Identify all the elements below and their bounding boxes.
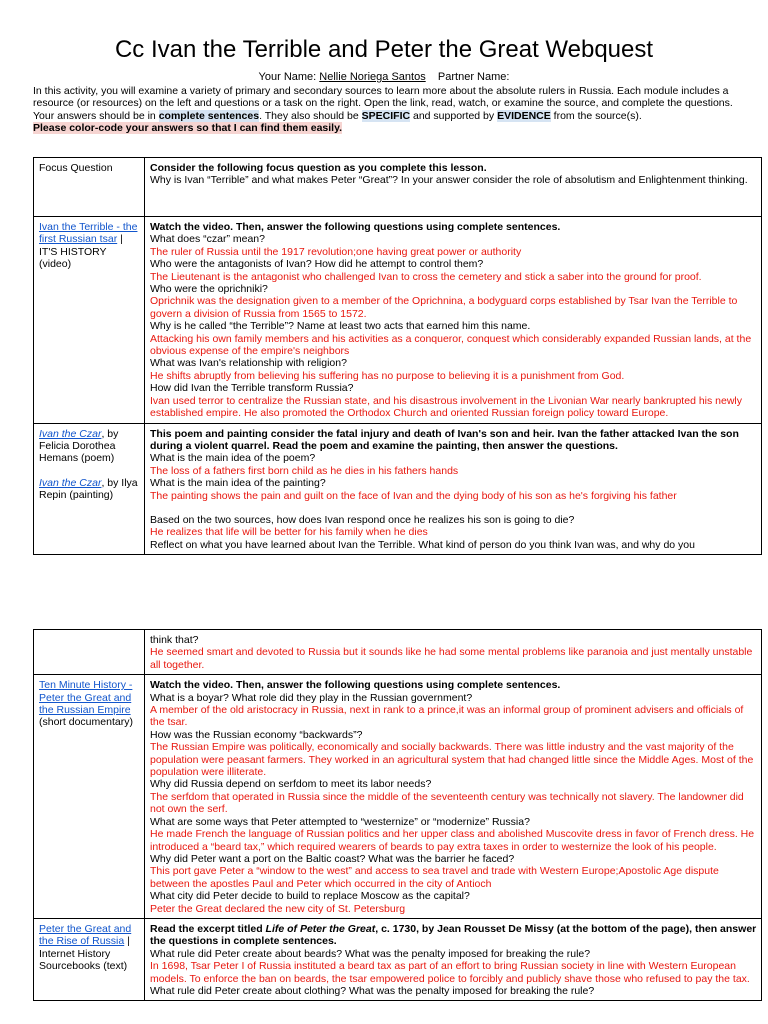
task-cell (145, 423, 762, 555)
answer[interactable]: In 1698, Tsar Peter I of Russia instituted a beard tax as part of an effort to bring Russian society in line with Western European models. To enforce the ban on beards, the tsar empowered police to forcibly and publicly shave those who refused to pay the tax. (150, 960, 750, 985)
question: What was Ivan's relationship with religion? (150, 357, 347, 370)
table-row (34, 217, 762, 424)
ivan-painting-link[interactable]: Ivan the Czar (39, 476, 102, 489)
link-separator: | (117, 233, 123, 246)
answer[interactable]: He made French the language of Russian politics and her upper class and abolished Muscovite dress in favor of French dress. He introduced a “beard tax,” which required wearers of beards to pay extra taxes in order to westernize the look of his people. (150, 828, 755, 853)
question: What city did Peter decide to build to replace Moscow as the capital? (150, 890, 470, 903)
question: Why is he called “the Terrible”? Name at least two acts that earned him this name. (150, 320, 531, 333)
heading-book-title: Life of Peter the Great (265, 922, 376, 935)
question: How was the Russian economy “backwards”? (150, 728, 363, 741)
answer[interactable]: Ivan used terror to centralize the Russian state, and his disastrous involvement in the Livonian War nearly bankrupted his newly established empire. He also promoted the Orthodox Church and oriented Russian foreign policy toward Europe. (150, 394, 743, 420)
question: Reflect on what you have learned about Ivan the Terrible. What kind of person do you think Ivan was, and why do you (150, 538, 695, 551)
page-title: Cc Ivan the Terrible and Peter the Great Webquest (114, 36, 654, 63)
task-cell (145, 675, 762, 919)
question: What does “czar” mean? (150, 233, 265, 246)
answer[interactable]: The Russian Empire was politically, economically and socially backwards. There was little industry and the vast majority of the population were peasant farmers. They worked in an agricultural system that had changed little since the Middle Ages. Most of the population were illiterate. (150, 741, 754, 779)
answer[interactable]: The ruler of Russia until the 1917 revolution;one having great power or authority (150, 245, 522, 258)
table-row (34, 423, 762, 555)
resource-cell (34, 217, 145, 424)
task-heading: This poem and painting consider the fatal injury and death of Ivan's son and heir. Ivan the father attacked Ivan the son during a violent quarrel. Read the poem and examine the painting, then answer the questions. (150, 427, 739, 452)
focus-question: Why is Ivan “Terrible” and what makes Peter “Great”? In your answer consider the role of absolutism and Enlightenment thinking. (150, 174, 748, 187)
answer[interactable]: This port gave Peter a “window to the west” and access to sea travel and trade with Western Europe;Apostolic Age dispute between the apostles Paul and Peter which occurred in the city of Antioch (150, 865, 719, 890)
question: Why did Peter want a port on the Baltic coast? What was the barrier he faced? (150, 852, 515, 865)
link-separator: | (124, 935, 130, 948)
answer[interactable]: Attacking his own family members and his activities as a conqueror, conquest which considerably expanded Russian lands, at the obvious expense of the empire's neighbors (150, 332, 752, 358)
question: What is the main idea of the poem? (150, 452, 316, 465)
answer[interactable]: The painting shows the pain and guilt on the face of Ivan and the dying body of his son as he's forgiving his father (150, 489, 677, 502)
color-code-highlight: Please color-code your answers so that I can find them easily. (33, 122, 343, 135)
ivan-poem-link[interactable]: Ivan the Czar (39, 427, 102, 440)
table-row (34, 675, 762, 919)
answer[interactable]: The Lieutenant is the antagonist who challenged Ivan to cross the cemetery and stick a saber into the ground for proof. (150, 270, 702, 283)
question: What rule did Peter create about beards? What was the penalty imposed for breaking the rule? (150, 947, 591, 960)
intro-text-1: In this activity, you will examine a variety of primary and secondary sources to learn more about the absolute rulers in Russia. Each module includes a resource (or resources) on the left and questions or a task on the right. Open the link, read, watch, or examine the source, and complete the questions. Your answers should be in (33, 85, 733, 122)
table-row (34, 918, 762, 1000)
source-kind: (video) (39, 258, 72, 271)
ivan-video-link[interactable]: Ivan the Terrible - the first Russian tsar (39, 221, 138, 246)
sourcebook-link[interactable]: Peter the Great and the Rise of Russia (39, 922, 132, 948)
name-line (0, 71, 768, 83)
answer[interactable]: A member of the old aristocracy in Russia, next in rank to a prince,it was an informal group of prominent advisers and officials of the tsar. (150, 704, 744, 729)
color-code-line (33, 122, 739, 134)
heading-post: , c. 1730, by Jean Rousset De Missy (at the bottom of the page), then answer the questions in complete sentences. (150, 922, 757, 948)
evidence-highlight: EVIDENCE (497, 109, 551, 122)
answer[interactable]: Oprichnik was the designation given to a member of the Oprichnina, a bodyguard corps established by Tsar Ivan the Terrible to govern a division of Russia from 1565 to 1572. (150, 295, 738, 320)
painting-byline: , by Ilya Repin (painting) (39, 476, 138, 502)
focus-label: Focus Question (39, 162, 113, 174)
partner-name-label: Partner Name: (437, 71, 510, 83)
webquest-table-1 (33, 157, 762, 555)
instructions (33, 85, 739, 135)
answer[interactable]: The loss of a fathers first born child as he dies in his fathers hands (150, 464, 459, 477)
question: think that? (150, 634, 199, 646)
task-cell (145, 918, 762, 1000)
question: Why did Russia depend on serfdom to meet its labor needs? (150, 778, 432, 791)
your-name-label: Your Name: (258, 71, 320, 83)
source-kind: (short documentary) (39, 716, 133, 729)
source-name: Internet History Sourcebooks (text) (39, 947, 128, 973)
question: What are some ways that Peter attempted to “westernize” or “modernize” Russia? (150, 815, 530, 828)
resource-cell (34, 675, 145, 919)
instructions-paragraph (33, 85, 739, 122)
resource-cell (34, 630, 145, 675)
question: What is a boyar? What role did they play in the Russian government? (150, 691, 473, 704)
question: What is the main idea of the painting? (150, 477, 326, 490)
resource-cell (34, 158, 145, 217)
answer[interactable]: The serfdom that operated in Russia since the middle of the seventeenth century was technically not slavery. The landowner did not own the serf. (150, 790, 744, 816)
answer[interactable]: He seemed smart and devoted to Russia but it sounds like he had some mental problems like paranoia and just mentally unstable all together. (150, 646, 753, 671)
complete-sentences-highlight: complete sentences (158, 109, 260, 122)
specific-highlight: SPECIFIC (361, 109, 411, 122)
poem-byline: , by Felicia Dorothea Hemans (poem) (39, 427, 119, 465)
heading-pre: Read the excerpt titled (150, 922, 266, 935)
resource-cell (34, 918, 145, 1000)
webquest-table-2 (33, 629, 762, 1001)
ten-minute-history-link[interactable]: Ten Minute History - Peter the Great and the Russian Empire (39, 679, 133, 717)
intro-text-2: . They also should be (259, 109, 362, 122)
task-heading: Watch the video. Then, answer the following questions using complete sentences. (150, 221, 561, 233)
resource-cell (34, 423, 145, 555)
answer[interactable]: He shifts abruptly from believing his suffering has no purpose to believing it is a punishment from God. (150, 369, 625, 382)
task-cell (145, 158, 762, 217)
intro-text-4: from the source(s). (550, 109, 642, 122)
answer[interactable]: Peter the Great declared the new city of St. Petersburg (150, 902, 406, 915)
question: Who were the oprichniki? (150, 283, 268, 296)
question: How did Ivan the Terrible transform Russia? (150, 382, 354, 395)
table-row (34, 630, 762, 675)
task-heading: Watch the video. Then, answer the following questions using complete sentences. (150, 679, 561, 692)
task-cell (145, 217, 762, 424)
question: Who were the antagonists of Ivan? How did he attempt to control them? (150, 258, 484, 271)
your-name-value[interactable]: Nellie Noriega Santos (319, 71, 426, 83)
table-row (34, 158, 762, 217)
answer[interactable]: He realizes that life will be better for his family when he dies (150, 526, 428, 539)
source-name: IT'S HISTORY (39, 245, 107, 258)
intro-text-3: and supported by (410, 109, 498, 122)
question: What rule did Peter create about clothing? What was the penalty imposed for breaking the rule? (150, 984, 595, 997)
task-cell (145, 630, 762, 675)
focus-heading: Consider the following focus question as you complete this lesson. (150, 162, 487, 174)
question: Based on the two sources, how does Ivan respond once he realizes his son is going to die? (150, 513, 575, 526)
task-heading (150, 923, 757, 948)
